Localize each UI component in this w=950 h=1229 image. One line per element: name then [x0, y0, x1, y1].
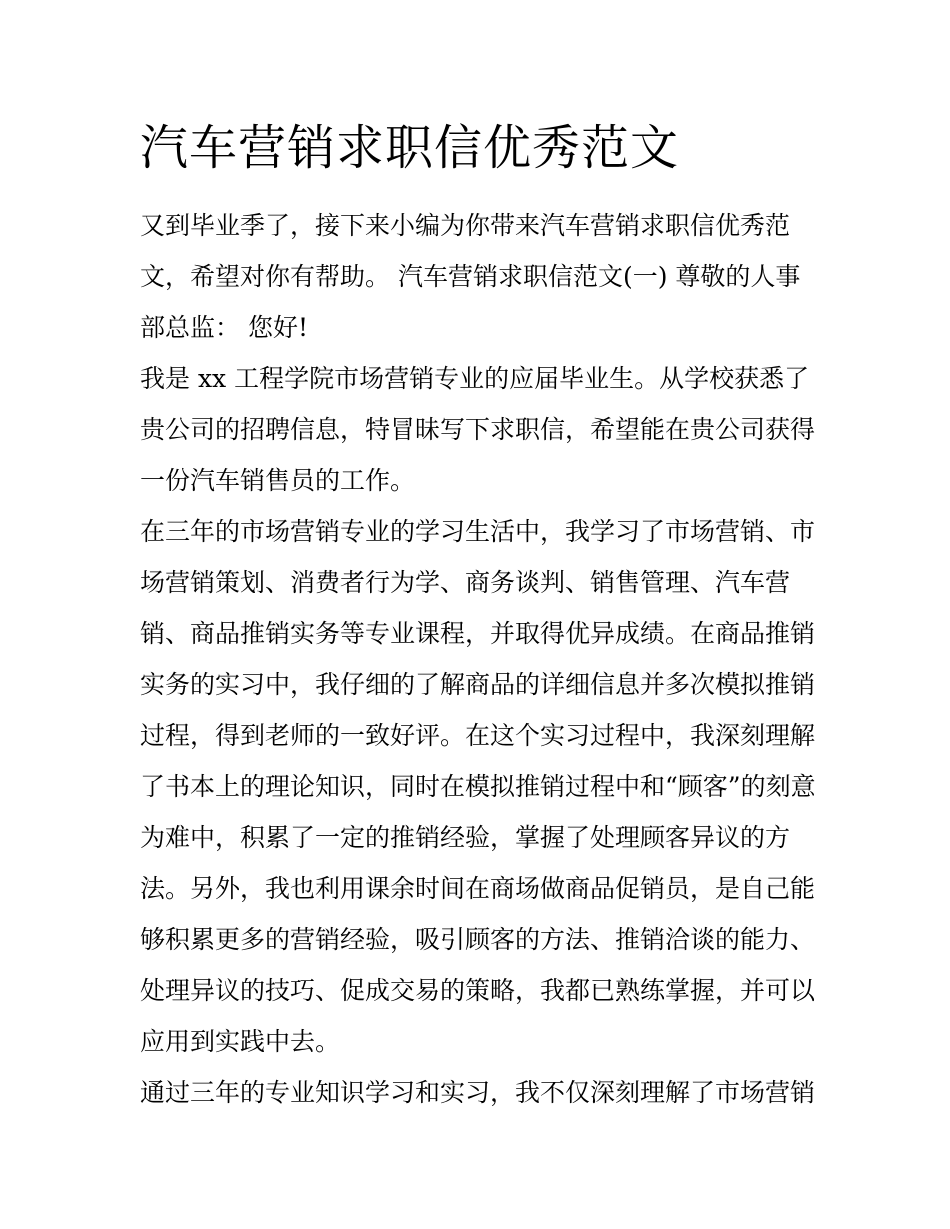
text-line: 了书本上的理论知识，同时在模拟推销过程中和“顾客”的刻意: [140, 772, 816, 801]
text-line: 销、商品推销实务等专业课程，并取得优异成绩。在商品推销: [140, 619, 816, 648]
text-line: 一份汽车销售员的工作。: [140, 466, 416, 495]
text-line: 过程，得到老师的一致好评。在这个实习过程中，我深刻理解: [140, 721, 816, 750]
text-line: 通过三年的专业知识学习和实习，我不仅深刻理解了市场营销: [140, 1078, 816, 1107]
document-title: 汽车营销求职信优秀范文: [140, 120, 680, 176]
paragraph-self-introduction: [140, 353, 820, 506]
text-line: 处理异议的技巧、促成交易的策略，我都已熟练掌握，并可以: [140, 976, 816, 1005]
text-line: 在三年的市场营销专业的学习生活中，我学习了市场营销、市: [140, 517, 816, 546]
text-line: 够积累更多的营销经验，吸引顾客的方法、推销洽谈的能力、: [140, 925, 816, 954]
text-line: 部总监： 您好!: [140, 313, 308, 342]
text-line: 贵公司的招聘信息，特冒昧写下求职信，希望能在贵公司获得: [140, 415, 816, 444]
paragraph-intro: [140, 200, 820, 353]
document-page: [140, 118, 820, 1118]
text-line: 为难中，积累了一定的推销经验，掌握了处理顾客异议的方: [140, 823, 791, 852]
text-line: 应用到实践中去。: [140, 1027, 341, 1056]
text-line: 我是 xx 工程学院市场营销专业的应届毕业生。从学校获悉了: [140, 364, 810, 393]
text-line: 法。另外，我也利用课余时间在商场做商品促销员，是自己能: [140, 874, 816, 903]
paragraph-studies: [140, 506, 820, 1067]
text-line: 文，希望对你有帮助。 汽车营销求职信范文(一) 尊敬的人事: [140, 262, 801, 291]
text-line: 实务的实习中，我仔细的了解商品的详细信息并多次模拟推销: [140, 670, 816, 699]
text-line: 又到毕业季了，接下来小编为你带来汽车营销求职信优秀范: [140, 211, 791, 240]
paragraph-summary: [140, 1067, 820, 1118]
text-line: 场营销策划、消费者行为学、商务谈判、销售管理、汽车营: [140, 568, 791, 597]
